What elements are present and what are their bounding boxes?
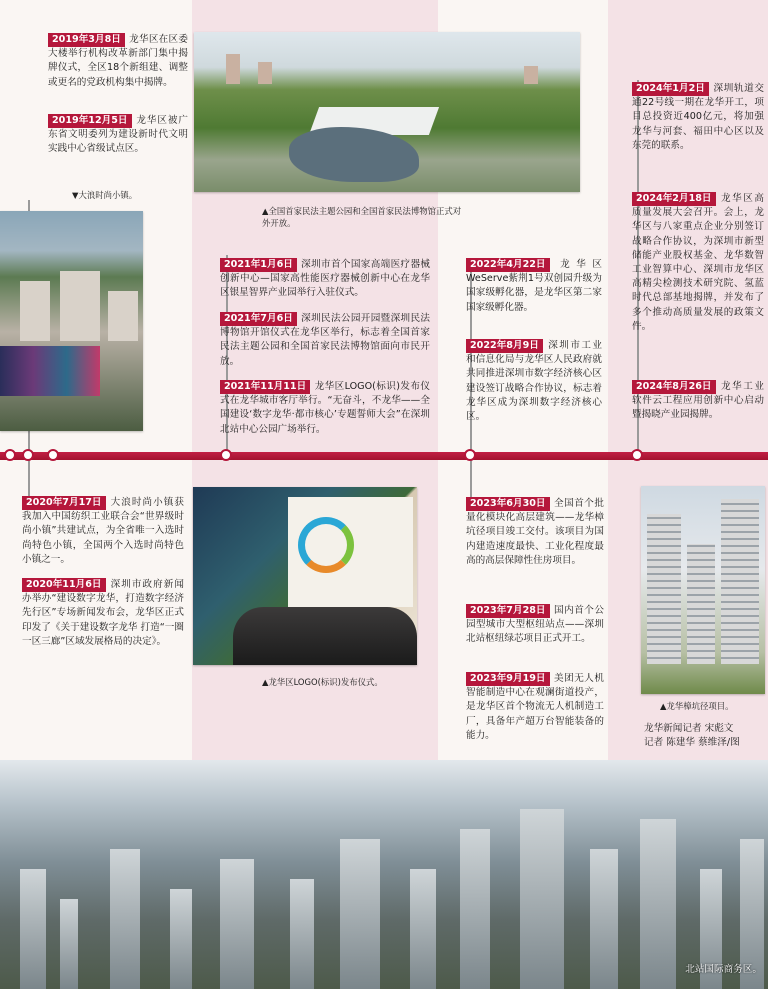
entry-text: 国内首个公园型城市大型枢纽站点——深圳北站枢纽绿芯项目正式开工。 — [466, 605, 604, 645]
timeline-stem — [28, 460, 30, 500]
apartment-caption: ▲龙华樟坑径项目。 — [660, 701, 734, 711]
entry-date: 2023年6月30日 — [466, 497, 550, 511]
entry-date: 2019年12月5日 — [48, 114, 132, 128]
entry-date: 2020年11月6日 — [22, 578, 106, 592]
entry-date: 2021年1月6日 — [220, 258, 297, 272]
entry-text: 深圳市首个国家高端医疗器械创新中心—国家高性能医疗器械创新中心在龙华区银星智界产业园举行入驻仪式。 — [220, 259, 430, 299]
timeline-entry — [466, 497, 604, 568]
entry-date: 2024年8月26日 — [632, 380, 716, 394]
park-caption: ▲全国首家民法主题公园和全国首家民法博物馆正式对外开放。 — [262, 206, 462, 228]
entry-text: 龙华区WeServe紫荆1号双创园升级为国家级孵化器，是龙华区第二家国家级孵化器。 — [466, 259, 602, 313]
entry-date: 2023年9月19日 — [466, 672, 550, 686]
entry-date: 2024年2月18日 — [632, 192, 716, 206]
entry-date: 2022年4月22日 — [466, 258, 550, 272]
timeline-entry — [220, 380, 430, 437]
logo-ceremony-caption: ▲龙华区LOGO(标识)发布仪式。 — [262, 677, 383, 687]
timeline-node — [22, 449, 34, 461]
entry-text: 龙华区高质量发展大会召开。会上，龙华区与八家重点企业分别签订战略合作协议，为深圳市新型储能产业股权基金、龙华数智工业智算中心、深圳市龙华区高精尖检测技术研究院、氢蓝时代总部基地揭牌，并发布了多个推动高质量发展的政策文件。 — [632, 193, 764, 332]
timeline-entry — [220, 312, 430, 369]
entry-text: 深圳民法公园开园暨深圳民法博物馆开馆仪式在龙华区举行，标志着全国首家民法主题公园和全国首家民法博物馆面向市民开放。 — [220, 313, 430, 367]
timeline-entry — [48, 33, 188, 90]
timeline-node — [631, 449, 643, 461]
apartment-photo — [641, 486, 765, 694]
entry-date: 2021年7月6日 — [220, 312, 297, 326]
fashion-town-photo — [0, 211, 143, 431]
entry-text: 龙华工业软件云工程应用创新中心启动暨揭晓产业园揭牌。 — [632, 381, 764, 421]
city-photo-label: 北站国际商务区。 — [685, 964, 762, 975]
timeline-entry — [466, 672, 604, 743]
entry-date: 2022年8月9日 — [466, 339, 543, 353]
entry-text: 深圳市工业和信息化局与龙华区人民政府就共同推进深圳市数字经济核心区建设签订战略合作协议，标志着龙华区成为深圳数字经济核心区。 — [466, 340, 602, 423]
fashion-town-caption: ▼大浪时尚小镇。 — [72, 190, 138, 200]
timeline-entry — [22, 578, 184, 649]
credit-line: 记者 陈建华 蔡维泽/图 — [644, 737, 740, 748]
entry-date: 2024年1月2日 — [632, 82, 709, 96]
timeline-node — [47, 449, 59, 461]
timeline-entry — [466, 258, 602, 315]
timeline-bar — [0, 452, 768, 460]
city-panorama-photo — [0, 760, 768, 989]
timeline-node — [220, 449, 232, 461]
entry-date: 2019年3月8日 — [48, 33, 125, 47]
entry-text: 深圳轨道交通22号线一期在龙华开工，项目总投资近400亿元，将加强龙华与河套、福田中心区以及东莞的联系。 — [632, 83, 764, 151]
longhua-logo-icon — [298, 517, 354, 573]
credit-line: 龙华新闻记者 宋彪文 — [644, 723, 734, 734]
timeline-entry — [220, 258, 430, 301]
credits — [644, 722, 764, 750]
timeline-node — [464, 449, 476, 461]
entry-text: 龙华区LOGO(标识)发布仪式在龙华城市客厅举行。“无奋斗，不龙华——全国建设‘数字龙华·都市核心’专题誓师大会”在深圳北站中心公园广场举行。 — [220, 381, 430, 435]
timeline-entry — [632, 380, 764, 423]
entry-text: 大浪时尚小镇获我加入中国纺织工业联合会“世界级时尚小镇”共建试点，为全省唯一入选时尚特色小镇，全国两个入选时尚特色小镇之一。 — [22, 497, 184, 565]
timeline-node — [4, 449, 16, 461]
timeline-stem — [470, 460, 472, 500]
timeline-entry — [48, 114, 188, 157]
entry-text: 深圳市政府新闻办举办“建设数字龙华，打造数字经济先行区”专场新闻发布会，龙华区正式印发了《关于建设数字龙华 打造“一圈一区三廊”区域发展格局的决定》。 — [22, 579, 184, 647]
logo-ceremony-photo — [193, 487, 417, 665]
park-photo — [194, 32, 580, 192]
timeline-entry — [466, 604, 604, 647]
timeline-entry — [632, 82, 764, 153]
entry-text: 全国首个批量化模块化高层建筑——龙华樟坑径项目竣工交付。该项目为国内建造速度最快、工业化程度最高的高层保障性住房项目。 — [466, 498, 604, 566]
timeline-entry — [466, 339, 602, 424]
entry-date: 2021年11月11日 — [220, 380, 310, 394]
timeline-entry — [22, 496, 184, 567]
entry-text: 龙华区在区委大楼举行机构改革新部门集中揭牌仪式，全区18个新组建、调整或更名的党政机构集中揭牌。 — [48, 34, 188, 88]
timeline-entry — [632, 192, 764, 334]
entry-text: 龙华区被广东省文明委列为建设新时代文明实践中心省级试点区。 — [48, 115, 188, 155]
entry-date: 2023年7月28日 — [466, 604, 550, 618]
entry-text: 美团无人机智能制造中心在观澜街道投产，是龙华区首个物流无人机制造工厂，具备年产超万台智能装备的能力。 — [466, 673, 604, 741]
entry-date: 2020年7月17日 — [22, 496, 106, 510]
